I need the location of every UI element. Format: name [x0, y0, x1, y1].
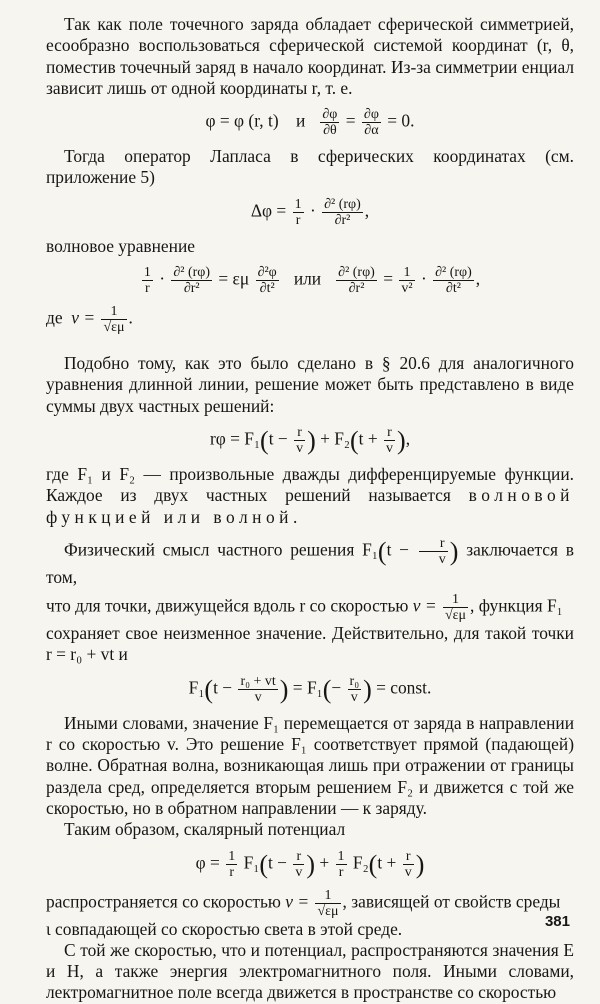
paragraph-laplace-operator: Тогда оператор Лапласа в сферических координатах (см. приложение 5)	[46, 146, 574, 188]
equation-laplacian: Δφ = $\frac{1}{r}$ · $\frac{\text{∂² (rφ)}}{\text{∂r²}}$ ,	[250, 196, 370, 228]
paragraph-physical-meaning: Физический смысл частного решения F₁(t − $\frac{r}{v}$ ) заключается в том,	[46, 535, 574, 587]
paragraph-long-line-analogy: Подобно тому, как это было сделано в § 20.6 для аналогичного уравнения длинной линии, решение может быть представлено в виде суммы двух частных решений:	[46, 353, 574, 416]
equation-scalar-potential: φ = $\frac{1}{r}$ F₁(t − $\frac{r}{v}$ ) + $\frac{1}{r}$ F₂(t + $\frac{r}{v}$ )	[195, 848, 425, 880]
equation-wave: $\frac{1}{r}$ · $\frac{\text{∂² (rφ)}}{\text{∂r²}}$ = εμ $\frac{\text{∂²φ}}{\text{∂t²}}$ или $\frac{\text{∂² (rφ)}}{\text{∂r²}}$ = $\frac{1}{\text{v²}}$ · $\frac{\text{∂² (rφ)}}{\text{∂t²}}$ ,	[143, 265, 481, 297]
equation-constant: F₁(t − $\frac{\text{r₀ + vt}}{v}$ ) = F₁(− $\frac{\text{r₀}}{v}$ ) = const.	[188, 673, 432, 705]
paragraph-em-field: С той же скоростью, что и потенциал, распространяются значения E и H, а также энергия электромагнитного поля. Иными словами, лектромагнитное поле всегда движется в пространстве со скоростью	[46, 939, 574, 1003]
equation-velocity-definition: де v = $\frac{1}{√\varepsilon\mu}$ .	[46, 304, 133, 336]
equation-potential-dependence: φ = φ (r, t) и $\frac{\partial\varphi}{\partial\theta}$ = $\frac{\partial\varphi}{\partial\alpha}$ = 0.	[205, 107, 415, 139]
wave-equation-label: волновое уравнение	[46, 235, 195, 256]
paragraph-direct-reverse-wave: Иными словами, значение F₁ перемещается от заряда в направлении r со скоростью v. Это решение F₁ соответствует прямой (падающей) волне. Обратная волна, возникающая лишь при отражении от границы раздела сред, определяется вторым решением F₂ и движется с той же скоростью, но в обратном направлении — к заряду.	[46, 712, 574, 818]
paragraph-scalar-potential: Таким образом, скалярный потенциал	[64, 819, 346, 840]
paragraph-wave-function: где F₁ и F₂ — произвольные дважды дифференцируемые функции. Каждое из двух частных решений называется волновой функцией или волной.	[46, 463, 574, 527]
paragraph-moving-point: что для точки, движущейся вдоль r со скоростью v = $\frac{1}{√\varepsilon\mu}$ , функция F₁	[46, 592, 563, 624]
paragraph-propagation-speed: распространяется со скоростью v = $\frac{1}{√\varepsilon\mu}$ , зависящей от свойств среды	[46, 887, 561, 919]
paragraph-unchanged-value: сохраняет свое неизменное значение. Действительно, для такой точки r = r₀ + vt и	[46, 623, 574, 665]
paragraph-speed-of-light: ι совпадающей со скоростью света в этой среде.	[46, 918, 403, 939]
page-number: 381	[544, 912, 570, 930]
equation-general-solution: rφ = F₁(t − $\frac{r}{v}$ ) + F₂(t + $\frac{r}{v}$ ),	[209, 424, 411, 456]
paragraph-spherical-symmetry: Так как поле точечного заряда обладает сферической симметрией, есообразно воспользоваться сферической системой координат (r, θ, поместив точечный заряд в начало координат. Из-за симметрии енциал зависит лишь от одной координаты r, т. е.	[46, 14, 574, 98]
